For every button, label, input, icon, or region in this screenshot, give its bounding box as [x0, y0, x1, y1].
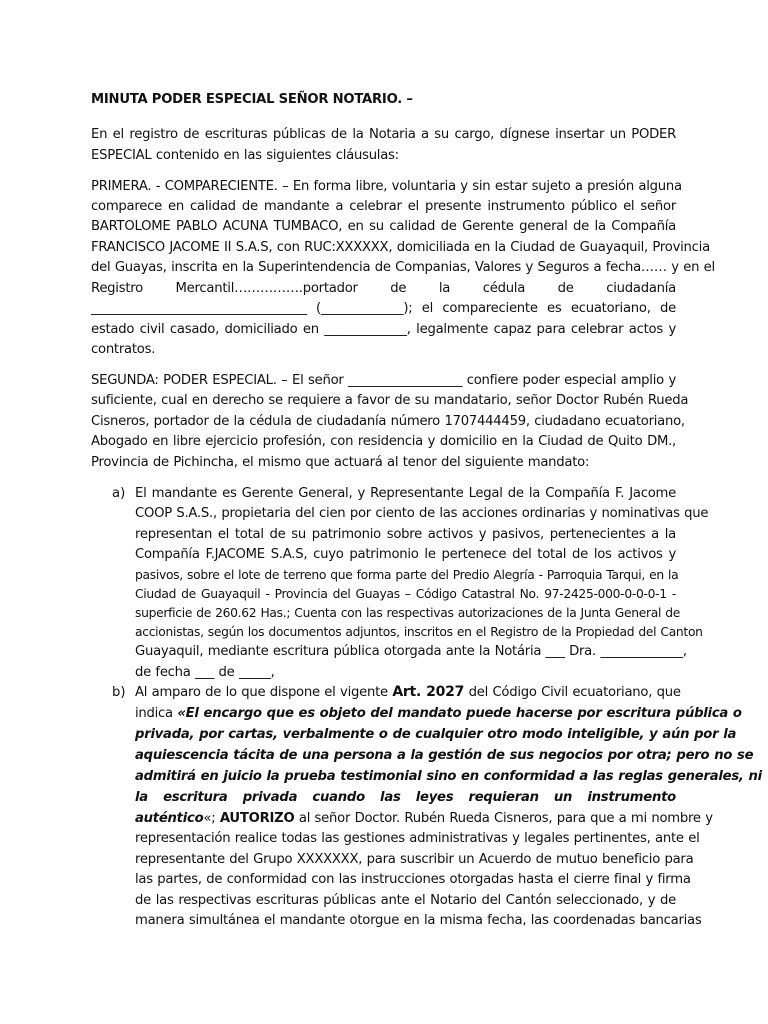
item-a-line: Ciudad de Guayaquil - Provincia del Guayas – Código Catastral No. 97-2425-000-0-0-0-1 -	[135, 587, 676, 601]
list-marker-a: a)	[112, 486, 126, 501]
legal-quote: «El encargo que es objeto del mandato puede hacerse por escritura pública o	[177, 706, 742, 721]
segunda-line: Provincia de Pichincha, el mismo que actuará al tenor del siguiente mandato:	[91, 455, 590, 470]
segunda-line: SEGUNDA: PODER ESPECIAL. – El señor __________________ confiere poder especial amplio y	[91, 373, 676, 388]
item-b-line: de las respectivas escrituras públicas ante el Notario del Cantón seleccionado, y de	[135, 893, 676, 908]
legal-quote-line: admitirá en juicio la prueba testimonial sino en conformidad a las reglas generales, ni	[135, 769, 762, 784]
authorize-keyword: AUTORIZO	[219, 811, 295, 826]
item-a-line: Guayaquil, mediante escritura pública otorgada ante la Notária ___ Dra. _____________,	[135, 644, 687, 659]
item-a-line: El mandante es Gerente General, y Representante Legal de la Compañía F. Jacome	[135, 486, 676, 501]
intro-line: ESPECIAL contenido en las siguientes cláusulas:	[91, 148, 399, 163]
primera-line: PRIMERA. - COMPARECIENTE. – En forma libre, voluntaria y sin estar sujeto a presión alguna	[91, 179, 682, 194]
item-b-text: al señor Doctor. Rubén Rueda Cisneros, para que a mi nombre y	[298, 811, 713, 826]
segunda-line: Abogado en libre ejercicio profesión, con residencia y domicilio en la Ciudad de Quito DM.,	[91, 434, 676, 449]
primera-line: FRANCISCO JACOME II S.A.S, con RUC:XXXXXX, domiciliada en la Ciudad de Guayaquil, Provincia	[91, 240, 710, 255]
article-reference: Art. 2027	[392, 684, 465, 700]
intro-line: En el registro de escrituras públicas de la Notaria a su cargo, dígnese insertar un PODER	[91, 127, 676, 142]
primera-line: del Guayas, inscrita en la Superintendencia de Companias, Valores y Seguros a fecha…… y en el	[91, 260, 715, 275]
item-b-line	[135, 703, 742, 724]
item-a-line: accionistas, según los documentos adjuntos, inscritos en el Registro de la Propiedad del Canton	[135, 625, 703, 639]
item-b-line	[135, 682, 681, 703]
primera-line: Registro Mercantil…………….portador de la cédula de ciudadanía	[91, 281, 676, 296]
item-a-line: superficie de 260.62 Has.; Cuenta con las respectivas autorizaciones de la Junta General de	[135, 606, 680, 620]
legal-quote-line: privada, por cartas, verbalmente o de cualquier otro modo inteligible, y aún por la	[135, 727, 737, 742]
item-b-text: «;	[203, 811, 216, 826]
document-title: MINUTA PODER ESPECIAL SEÑOR NOTARIO. –	[91, 92, 413, 107]
list-marker-b: b)	[112, 685, 126, 700]
item-b-line	[135, 808, 713, 829]
item-a-line: representan el total de su patrimonio sobre activos y pasivos, pertenecientes a la	[135, 527, 676, 542]
legal-quote-line: aquiescencia tácita de una persona a la gestión de sus negocios por otra; pero no se	[135, 748, 754, 763]
item-a-line: pasivos, sobre el lote de terreno que forma parte del Predio Alegría - Parroquia Tarqui, en la	[135, 568, 679, 582]
legal-quote-line: la escritura privada cuando las leyes requieran un instrumento	[135, 790, 676, 805]
item-b-text: del Código Civil ecuatoriano, que	[468, 685, 681, 700]
legal-quote: auténtico	[135, 811, 204, 826]
item-a-line: Compañía F.JACOME S.A.S, cuyo patrimonio le pertenece del total de los activos y	[135, 547, 676, 562]
item-b-text: indica	[135, 706, 173, 721]
item-a-line: COOP S.A.S., propietaria del cien por ciento de las acciones ordinarias y nominativas que	[135, 506, 709, 521]
segunda-line: suficiente, cual en derecho se requiere a favor de su mandatario, señor Doctor Rubén Rueda	[91, 393, 689, 408]
item-b-line: las partes, de conformidad con las instrucciones otorgadas hasta el cierre final y firma	[135, 872, 691, 887]
item-a-line: de fecha ___ de _____,	[135, 665, 275, 680]
item-b-line: representación realice todas las gestiones administrativas y legales pertinentes, ante el	[135, 831, 700, 846]
primera-line: contratos.	[91, 342, 156, 357]
item-b-line: manera simultánea el mandante otorgue en la misma fecha, las coordenadas bancarias	[135, 913, 702, 928]
primera-line: __________________________________ (_____________); el compareciente es ecuatoriano, de	[91, 301, 676, 316]
item-b-text: Al amparo de lo que dispone el vigente	[135, 685, 388, 700]
primera-line: comparece en calidad de mandante a celebrar el presente instrumento público el señor	[91, 199, 676, 214]
item-b-line: representante del Grupo XXXXXXX, para suscribir un Acuerdo de mutuo beneficio para	[135, 852, 694, 867]
segunda-line: Cisneros, portador de la cédula de ciudadanía número 1707444459, ciudadano ecuatoriano,	[91, 414, 685, 429]
primera-line: BARTOLOME PABLO ACUNA TUMBACO, en su calidad de Gerente general de la Compañía	[91, 219, 676, 234]
primera-line: estado civil casado, domiciliado en _____________, legalmente capaz para celebrar actos y	[91, 322, 676, 337]
